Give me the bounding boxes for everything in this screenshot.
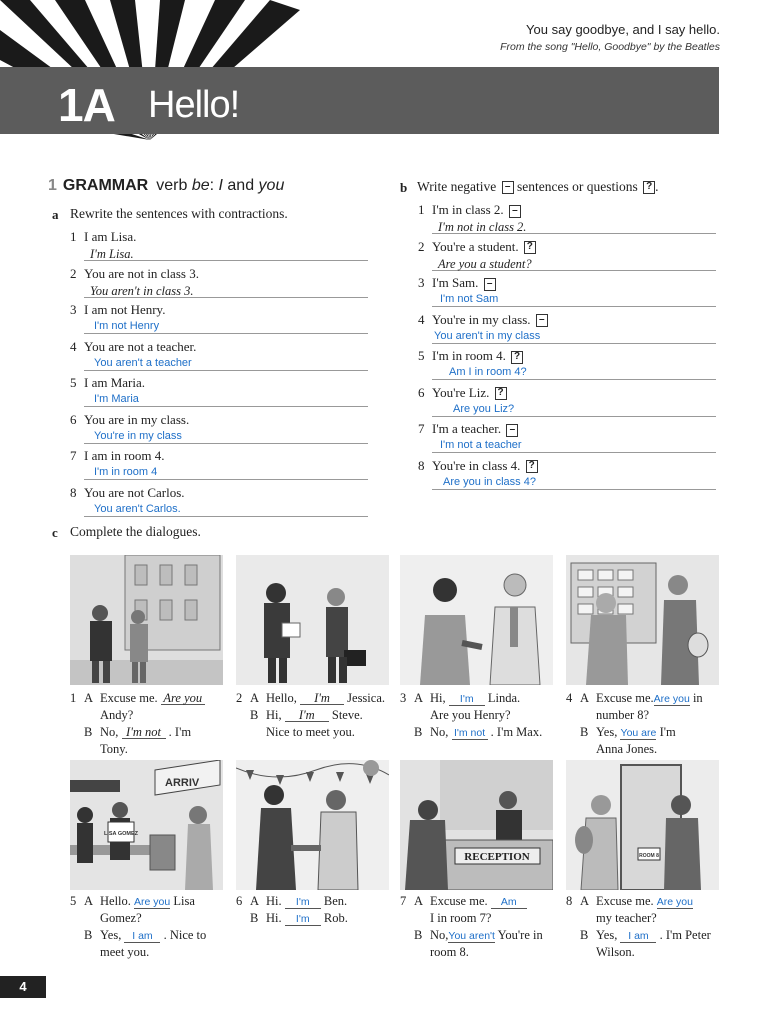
- exercise-answer[interactable]: Am I in room 4?: [449, 366, 527, 378]
- speaker-label: A: [414, 691, 424, 705]
- dialogue-blank[interactable]: I'm: [285, 913, 321, 926]
- dialogue-continuation: my teacher?: [596, 911, 657, 925]
- exercise-number: 8: [418, 457, 425, 473]
- exercise-number: 3: [70, 302, 77, 317]
- dialogue-text: Steve.: [328, 708, 363, 722]
- dialogue-text: Hi.: [266, 894, 285, 908]
- dialogue-blank[interactable]: I'm: [449, 693, 485, 706]
- exercise-answer[interactable]: You aren't a teacher: [94, 356, 192, 369]
- answer-line: [84, 406, 368, 407]
- exercise-number: 3: [418, 275, 425, 290]
- page-number: 4: [0, 976, 46, 998]
- dialogue-line-a: [70, 690, 230, 707]
- exercise-answer[interactable]: I'm Maria: [94, 393, 139, 405]
- dialogue-number: 3: [400, 691, 407, 705]
- quote-line: You say goodbye, and I say hello.: [526, 22, 720, 37]
- dialogue-7: [400, 893, 560, 961]
- exercise-answer[interactable]: You aren't in my class: [434, 329, 541, 342]
- picture-3-meeting: [400, 555, 553, 685]
- section-subtitle-you: you: [258, 177, 285, 194]
- question-symbol-box: ?: [526, 460, 538, 473]
- unit-number: 1A: [58, 79, 115, 131]
- dialogue-line-b: [70, 724, 230, 741]
- exercise-answer[interactable]: Are you a student?: [438, 256, 532, 271]
- dialogue-blank[interactable]: Are you: [653, 693, 690, 705]
- exercise-prompt: You are in my class.: [84, 411, 190, 427]
- dialogue-number: 4: [566, 691, 573, 705]
- dialogue-number: 1: [70, 691, 77, 705]
- speaker-label: A: [84, 894, 94, 908]
- answer-line: [84, 443, 368, 444]
- minus-symbol-box: –: [506, 424, 518, 437]
- dialogue-text: Yes,: [596, 725, 621, 739]
- section-name: GRAMMAR: [62, 177, 149, 194]
- dialogue-continuation: Wilson.: [596, 945, 635, 959]
- picture-2-office: [236, 555, 389, 685]
- dialogue-line-a: [566, 690, 726, 707]
- part-b-instruction-mid: sentences or questions: [513, 179, 642, 194]
- dialogue-line-a: [400, 690, 560, 707]
- answer-line: [432, 416, 716, 417]
- speaker-label: A: [250, 894, 260, 908]
- dialogue-text: No,: [430, 928, 449, 942]
- dialogue-text: Yes,: [100, 928, 125, 942]
- exercise-answer[interactable]: I'm not Sam: [440, 293, 499, 305]
- exercise-a-4: [70, 339, 196, 355]
- dialogue-text: Hello,: [266, 691, 301, 705]
- dialogue-blank[interactable]: I'm: [300, 692, 344, 705]
- speaker-label: A: [580, 894, 590, 908]
- dialogue-text: Excuse me.: [430, 894, 491, 908]
- exercise-answer[interactable]: Are you Liz?: [453, 402, 515, 415]
- speaker-label: B: [250, 911, 259, 925]
- song-quote: [500, 22, 720, 53]
- dialogue-5: [70, 893, 230, 961]
- exercise-number: 4: [418, 311, 425, 327]
- section-heading: [48, 177, 284, 195]
- dialogue-line-a: [400, 893, 560, 910]
- unit-title: Hello!: [148, 84, 240, 126]
- picture-4-noticeboard: [566, 555, 719, 685]
- speaker-label: B: [84, 928, 93, 942]
- dialogue-line-b: [566, 724, 726, 741]
- dialogue-line-a: [236, 893, 396, 910]
- answer-line: [432, 452, 716, 453]
- dialogue-line-a: [70, 893, 230, 910]
- exercise-answer[interactable]: Are you in class 4?: [443, 475, 536, 488]
- dialogue-text: . I'm: [165, 725, 192, 739]
- exercise-prompt: I am Lisa.: [84, 229, 137, 244]
- exercise-prompt: You're a student.: [432, 238, 519, 254]
- dialogue-blank[interactable]: Am: [491, 896, 527, 909]
- exercise-answer[interactable]: You aren't in class 3.: [90, 283, 194, 298]
- part-a-label: a: [52, 207, 59, 222]
- section-subtitle-and: and: [222, 177, 259, 194]
- exercise-prompt: You are not Carlos.: [84, 484, 185, 500]
- dialogue-number: 8: [566, 894, 573, 908]
- speaker-label: A: [414, 894, 424, 908]
- dialogue-text: . I'm Peter: [656, 928, 711, 942]
- dialogue-line-b: [236, 910, 396, 927]
- dialogue-blank[interactable]: You are: [620, 727, 657, 739]
- speaker-label: B: [84, 725, 93, 739]
- dialogue-blank[interactable]: You aren't: [448, 930, 495, 942]
- exercise-a-6: [70, 412, 189, 428]
- exercise-answer[interactable]: I'm Lisa.: [90, 247, 134, 261]
- dialogue-number: 7: [400, 894, 407, 908]
- dialogue-blank[interactable]: Are you: [134, 896, 171, 908]
- dialogue-line-b: [236, 707, 396, 724]
- picture-6-party: [236, 760, 389, 890]
- dialogue-text: Excuse me.: [100, 691, 161, 705]
- dialogue-text: Jessica.: [344, 691, 385, 705]
- dialogue-8: [566, 893, 726, 961]
- dialogue-continuation: Anna Jones.: [596, 742, 658, 756]
- exercise-number: 7: [70, 448, 77, 463]
- picture-7-reception: [400, 760, 553, 890]
- exercise-number: 7: [418, 421, 425, 436]
- exercise-b-1: [418, 202, 521, 218]
- dialogue-continuation: number 8?: [596, 708, 650, 722]
- dialogue-continuation: meet you.: [100, 945, 150, 959]
- exercise-prompt: I'm Sam.: [432, 275, 479, 290]
- dialogue-text: Ben.: [320, 894, 348, 908]
- room-sign-text: ROOM 8: [639, 853, 659, 859]
- quote-source: From the song "Hello, Goodbye" by the Beatles: [500, 41, 720, 53]
- exercise-number: 6: [70, 411, 77, 427]
- dialogue-text: No,: [430, 725, 452, 739]
- section-subtitle-verb: verb: [156, 177, 192, 194]
- minus-symbol-box: –: [502, 181, 514, 194]
- exercise-b-3: [418, 275, 496, 291]
- speaker-label: B: [414, 928, 423, 942]
- exercise-b-8: [418, 458, 538, 474]
- dialogue-number: 5: [70, 894, 77, 908]
- exercise-number: 6: [418, 384, 425, 400]
- dialogue-line-b: [70, 927, 230, 944]
- exercise-number: 4: [70, 338, 77, 354]
- part-b-instruction-end: .: [655, 179, 659, 194]
- dialogue-text: in: [689, 691, 703, 705]
- dialogue-text: Hi,: [266, 708, 285, 722]
- part-a-instruction: Rewrite the sentences with contractions.: [70, 206, 288, 221]
- exercise-a-2: [70, 266, 199, 282]
- answer-line: [432, 489, 716, 490]
- dialogue-1: [70, 690, 230, 758]
- speaker-label: A: [84, 691, 94, 705]
- section-subtitle-be: be: [191, 177, 210, 194]
- exercise-number: 2: [70, 265, 77, 281]
- dialogue-text: Hi,: [430, 691, 449, 705]
- exercise-prompt: You're in my class.: [432, 311, 531, 327]
- part-c-instruction: Complete the dialogues.: [70, 524, 201, 539]
- answer-line: [84, 516, 368, 517]
- dialogue-blank[interactable]: I am: [124, 930, 160, 943]
- exercise-prompt: I am Maria.: [84, 375, 146, 390]
- answer-line: [84, 370, 368, 371]
- dialogue-6: [236, 893, 396, 927]
- dialogue-blank[interactable]: I'm: [285, 896, 321, 909]
- reception-sign-text: RECEPTION: [464, 851, 530, 863]
- dialogue-text: Linda.: [484, 691, 521, 705]
- dialogue-text: Yes,: [596, 928, 621, 942]
- exercise-b-5: [418, 348, 523, 364]
- exercise-number: 1: [70, 229, 77, 244]
- exercise-answer[interactable]: I'm not a teacher: [440, 439, 522, 451]
- answer-line: [432, 306, 716, 307]
- speaker-label: B: [250, 708, 259, 722]
- dialogue-continuation: Are you Henry?: [430, 708, 511, 722]
- dialogue-blank[interactable]: I am: [620, 930, 656, 943]
- answer-line: [432, 343, 716, 344]
- dialogue-continuation: Nice to meet you.: [266, 725, 355, 739]
- answer-line: [84, 479, 368, 480]
- exercise-prompt: You are not a teacher.: [84, 338, 197, 354]
- question-symbol-box: ?: [524, 241, 536, 254]
- exercise-a-3: [70, 302, 165, 318]
- section-subtitle-i: I: [218, 177, 223, 194]
- exercise-number: 5: [70, 375, 77, 390]
- exercise-answer[interactable]: You aren't Carlos.: [94, 502, 181, 515]
- exercise-prompt: I am not Henry.: [84, 302, 166, 317]
- dialogue-continuation: Andy?: [100, 708, 134, 722]
- dialogue-continuation: room 8.: [430, 945, 469, 959]
- exercise-b-4: [418, 312, 548, 328]
- dialogue-continuation: Gomez?: [100, 911, 142, 925]
- dialogue-blank[interactable]: I'm not: [122, 726, 166, 739]
- dialogue-text: I'm: [656, 725, 676, 739]
- dialogue-2: [236, 690, 396, 741]
- exercise-number: 2: [418, 238, 425, 254]
- exercise-answer[interactable]: You're in my class: [94, 429, 182, 442]
- exercise-prompt: You are not in class 3.: [84, 265, 199, 281]
- exercise-prompt: I'm in class 2.: [432, 202, 504, 217]
- dialogue-text: . I'm Max.: [487, 725, 543, 739]
- part-b-label: b: [400, 180, 408, 195]
- exercise-answer[interactable]: I'm not in class 2.: [438, 220, 527, 234]
- part-b-instruction-pre: Write negative: [417, 179, 500, 194]
- answer-line: [84, 333, 368, 334]
- dialogue-continuation: Tony.: [100, 742, 128, 756]
- minus-symbol-box: –: [536, 314, 548, 327]
- dialogue-blank[interactable]: I'm not: [452, 727, 488, 740]
- dialogue-line-a: [566, 893, 726, 910]
- picture-5-arrivals: [70, 760, 223, 890]
- question-symbol-box: ?: [495, 387, 507, 400]
- dialogue-text: . Nice to: [160, 928, 207, 942]
- picture-8-classroom-door: [566, 760, 719, 890]
- dialogue-continuation: I in room 7?: [430, 911, 492, 925]
- dialogue-blank[interactable]: I'm: [285, 709, 329, 722]
- speaker-label: B: [414, 725, 423, 739]
- question-symbol-box: ?: [511, 351, 523, 364]
- exercise-b-7: [418, 421, 518, 437]
- dialogue-text: Hi.: [266, 911, 285, 925]
- dialogue-3: [400, 690, 560, 741]
- part-b-instruction: [417, 179, 659, 195]
- question-symbol-box: ?: [643, 181, 655, 194]
- dialogue-blank[interactable]: Are you: [161, 692, 205, 705]
- exercise-a-7: [70, 448, 165, 464]
- exercise-prompt: I'm a teacher.: [432, 421, 502, 436]
- exercise-a-1: [70, 229, 136, 245]
- dialogue-text: Hello.: [100, 894, 135, 908]
- dialogue-text: Excuse me.: [596, 691, 654, 705]
- dialogue-number: 2: [236, 691, 243, 705]
- lisa-gomez-sign-text: LISA GOMEZ: [103, 831, 139, 837]
- speaker-label: A: [580, 691, 590, 705]
- speaker-label: B: [580, 725, 589, 739]
- exercise-prompt: I'm in room 4.: [432, 348, 506, 363]
- exercise-number: 8: [70, 484, 77, 500]
- dialogue-blank[interactable]: Are you: [656, 896, 693, 908]
- minus-symbol-box: –: [484, 278, 496, 291]
- dialogue-text: Rob.: [320, 911, 348, 925]
- exercise-number: 5: [418, 348, 425, 363]
- dialogue-line-a: [236, 690, 396, 707]
- picture-1-street: [70, 555, 223, 685]
- section-subtitle-colon: :: [209, 177, 219, 194]
- part-c-label: c: [52, 525, 58, 540]
- dialogue-text: You're in: [494, 928, 543, 942]
- exercise-answer[interactable]: I'm not Henry: [94, 320, 160, 332]
- dialogue-line-b: [566, 927, 726, 944]
- answer-line: [432, 379, 716, 380]
- exercise-a-8: [70, 485, 185, 501]
- dialogue-4: [566, 690, 726, 758]
- dialogue-text: Excuse me.: [596, 894, 657, 908]
- minus-symbol-box: –: [509, 205, 521, 218]
- exercise-number: 1: [418, 202, 425, 217]
- dialogue-number: 6: [236, 894, 243, 908]
- exercise-answer[interactable]: I'm in room 4: [94, 466, 158, 478]
- exercise-b-6: [418, 385, 507, 401]
- dialogue-text: Lisa: [170, 894, 195, 908]
- exercise-a-5: [70, 375, 145, 391]
- dialogue-line-b: [400, 724, 560, 741]
- exercise-prompt: You're Liz.: [432, 384, 490, 400]
- section-number: 1: [48, 177, 57, 194]
- exercise-prompt: You're in class 4.: [432, 457, 521, 473]
- dialogue-text: No,: [100, 725, 122, 739]
- arrivals-sign-text: ARRIV: [165, 777, 200, 789]
- dialogue-line-b: [400, 927, 560, 944]
- exercise-prompt: I am in room 4.: [84, 448, 165, 463]
- speaker-label: A: [250, 691, 260, 705]
- speaker-label: B: [580, 928, 589, 942]
- exercise-b-2: [418, 239, 536, 255]
